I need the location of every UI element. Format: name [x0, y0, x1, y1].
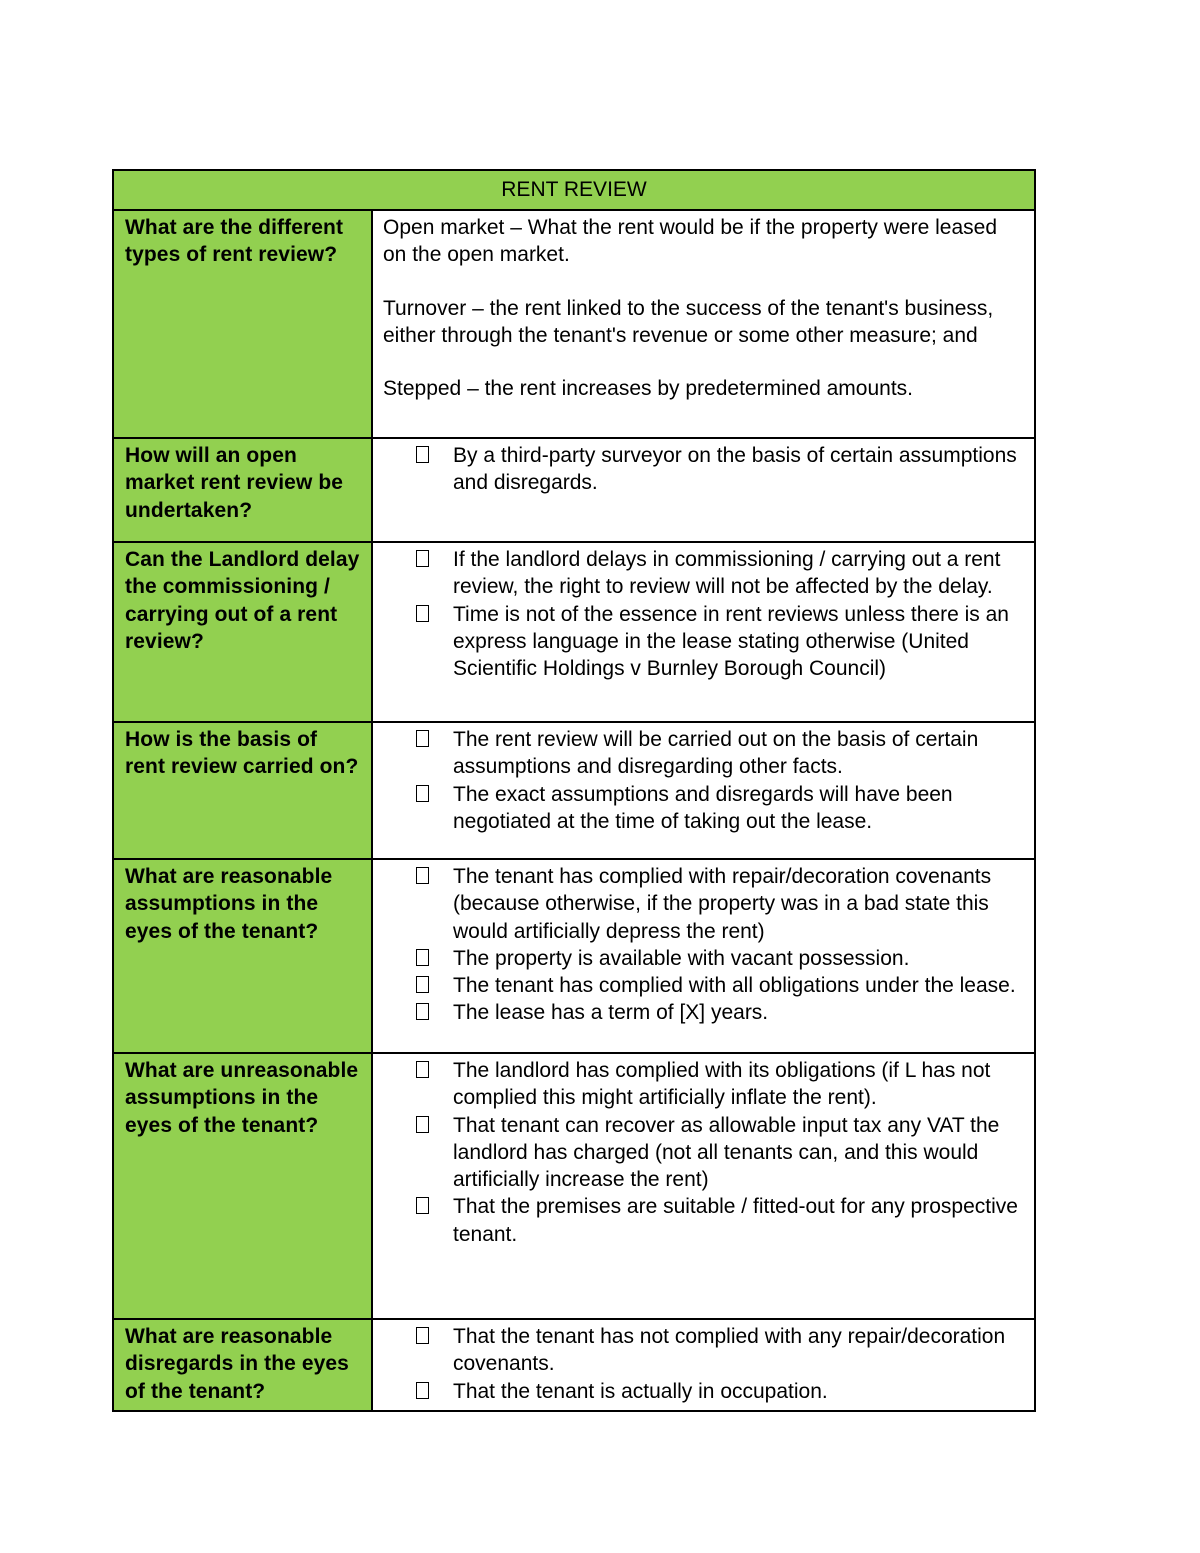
bullet-box-icon [416, 605, 429, 622]
table-row [113, 859, 1035, 1053]
list-item-text: The property is available with vacant possession. [453, 946, 910, 970]
bullet-box-icon [416, 1003, 429, 1020]
list-item [416, 1193, 1024, 1248]
list-item [416, 999, 1024, 1026]
bullet-box-icon [416, 1116, 429, 1133]
answer-cell [372, 722, 1035, 859]
list-item [416, 945, 1024, 972]
list-item [416, 601, 1024, 683]
table-row [113, 722, 1035, 859]
answer-cell [372, 1319, 1035, 1411]
rent-review-table [112, 169, 1036, 1412]
table-row [113, 438, 1035, 542]
answer-cell [372, 859, 1035, 1053]
question-cell: What are unreasonable assumptions in the eyes of the tenant? [113, 1053, 372, 1319]
answer-paragraph: Stepped – the rent increases by predetermined amounts. [383, 377, 913, 401]
answer-list [383, 442, 1024, 497]
bullet-box-icon [416, 867, 429, 884]
question-cell: Can the Landlord delay the commissioning / carrying out of a rent review? [113, 542, 372, 722]
answer-list [383, 863, 1024, 1027]
list-item [416, 1378, 1024, 1405]
bullet-box-icon [416, 949, 429, 966]
table-row [113, 210, 1035, 438]
list-item-text: If the landlord delays in commissioning / carrying out a rent review, the right to review will not be affected by the delay. [453, 548, 1001, 599]
bullet-box-icon [416, 785, 429, 802]
bullet-box-icon [416, 1382, 429, 1399]
list-item-text: That the tenant is actually in occupation. [453, 1379, 828, 1403]
answer-cell [372, 210, 1035, 438]
bullet-box-icon [416, 1197, 429, 1214]
answer-paragraph: Open market – What the rent would be if the property were leased on the open market. [383, 216, 997, 267]
list-item [416, 863, 1024, 945]
list-item-text: The tenant has complied with repair/decoration covenants (because otherwise, if the property was in a bad state this would artificially depress the rent) [453, 865, 992, 943]
list-item-text: By a third-party surveyor on the basis of certain assumptions and disregards. [453, 444, 1017, 495]
question-cell: How is the basis of rent review carried on? [113, 722, 372, 859]
table-title: RENT REVIEW [113, 170, 1035, 210]
answer-cell [372, 1053, 1035, 1319]
bullet-box-icon [416, 730, 429, 747]
list-item [416, 1323, 1024, 1378]
list-item-text: The exact assumptions and disregards will have been negotiated at the time of taking out the lease. [453, 782, 953, 833]
list-item [416, 442, 1024, 497]
answer-cell [372, 438, 1035, 542]
answer-list [383, 726, 1024, 835]
list-item [416, 1057, 1024, 1112]
list-item [416, 726, 1024, 781]
table-row [113, 1319, 1035, 1411]
table-title-row [113, 170, 1035, 210]
answer-cell [372, 542, 1035, 722]
bullet-box-icon [416, 1327, 429, 1344]
list-item-text: The rent review will be carried out on the basis of certain assumptions and disregarding other facts. [453, 728, 979, 779]
table-row [113, 1053, 1035, 1319]
bullet-box-icon [416, 976, 429, 993]
question-cell: What are the different types of rent review? [113, 210, 372, 438]
table-row [113, 542, 1035, 722]
list-item-text: The landlord has complied with its obligations (if L has not complied this might artificially inflate the rent). [453, 1059, 991, 1110]
list-item-text: That the premises are suitable / fitted-out for any prospective tenant. [453, 1195, 1018, 1246]
question-cell: How will an open market rent review be undertaken? [113, 438, 372, 542]
answer-list [383, 1057, 1024, 1248]
answer-paragraph: Turnover – the rent linked to the success of the tenant's business, either through the tenant's revenue or some other measure; and [383, 296, 994, 347]
list-item [416, 1112, 1024, 1194]
list-item [416, 546, 1024, 601]
question-cell: What are reasonable disregards in the eyes of the tenant? [113, 1319, 372, 1411]
list-item [416, 972, 1024, 999]
answer-list [383, 1323, 1024, 1405]
list-item-text: Time is not of the essence in rent reviews unless there is an express language in the lease stating otherwise (United Scientific Holdings v Burnley Borough Council) [453, 602, 1009, 681]
list-item-text: The tenant has complied with all obligations under the lease. [453, 974, 1016, 998]
list-item-text: The lease has a term of [X] years. [453, 1001, 769, 1025]
bullet-box-icon [416, 550, 429, 567]
bullet-box-icon [416, 1061, 429, 1078]
answer-list [383, 546, 1024, 682]
list-item-text: That tenant can recover as allowable input tax any VAT the landlord has charged (not all tenants can, and this would artificially increase the rent) [453, 1113, 1000, 1192]
bullet-box-icon [416, 446, 429, 463]
list-item-text: That the tenant has not complied with any repair/decoration covenants. [453, 1325, 1006, 1376]
question-cell: What are reasonable assumptions in the eyes of the tenant? [113, 859, 372, 1053]
list-item [416, 781, 1024, 836]
